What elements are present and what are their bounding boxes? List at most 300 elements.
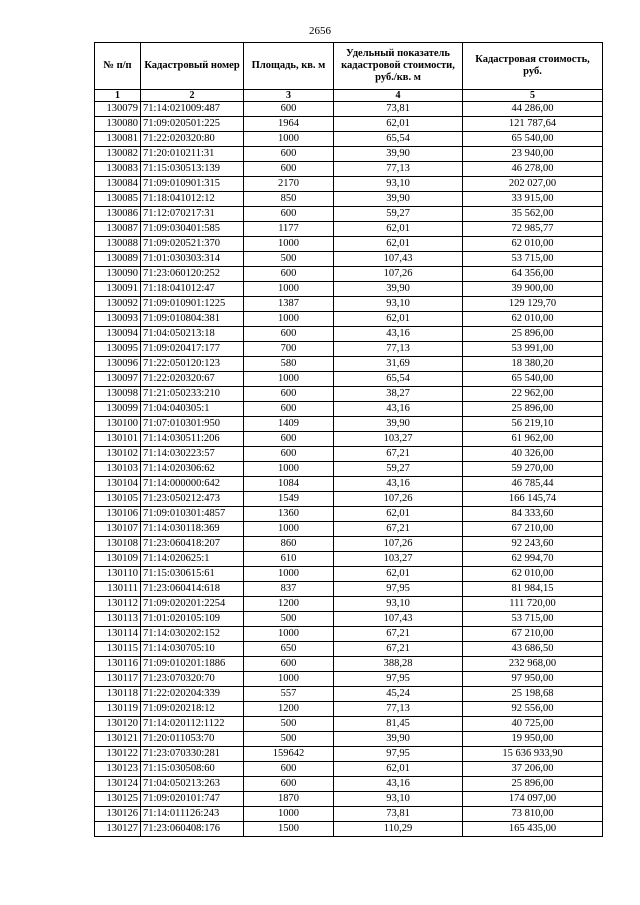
cell-cadastral-value: 40 725,00 (463, 717, 603, 732)
cell-unit-rate: 62,01 (334, 117, 463, 132)
cadastral-value-table (94, 42, 603, 837)
table-row (95, 177, 603, 192)
cell-unit-rate: 103,27 (334, 552, 463, 567)
cell-unit-rate: 93,10 (334, 177, 463, 192)
cell-area: 500 (244, 612, 334, 627)
cell-cadastral-number: 71:09:010804:381 (141, 312, 244, 327)
table-row (95, 462, 603, 477)
cell-unit-rate: 97,95 (334, 672, 463, 687)
cell-unit-rate: 62,01 (334, 762, 463, 777)
table-row (95, 207, 603, 222)
cell-unit-rate: 38,27 (334, 387, 463, 402)
cell-cadastral-number: 71:14:030202:152 (141, 627, 244, 642)
table-row (95, 657, 603, 672)
cell-row-number: 130079 (95, 102, 141, 117)
cell-unit-rate: 39,90 (334, 282, 463, 297)
cell-area: 600 (244, 387, 334, 402)
cell-unit-rate: 107,26 (334, 537, 463, 552)
cell-cadastral-value: 92 243,60 (463, 537, 603, 552)
table-row (95, 432, 603, 447)
cell-cadastral-number: 71:23:060418:207 (141, 537, 244, 552)
cell-cadastral-number: 71:09:030401:585 (141, 222, 244, 237)
cell-area: 1000 (244, 672, 334, 687)
cell-cadastral-value: 25 896,00 (463, 402, 603, 417)
cell-area: 600 (244, 657, 334, 672)
cell-cadastral-number: 71:01:030303:314 (141, 252, 244, 267)
table-row (95, 522, 603, 537)
cell-area: 600 (244, 162, 334, 177)
cell-area: 600 (244, 432, 334, 447)
cell-cadastral-value: 23 940,00 (463, 147, 603, 162)
cell-row-number: 130102 (95, 447, 141, 462)
cell-row-number: 130109 (95, 552, 141, 567)
cell-cadastral-number: 71:09:010301:4857 (141, 507, 244, 522)
table-row (95, 117, 603, 132)
cell-unit-rate: 97,95 (334, 582, 463, 597)
cell-area: 2170 (244, 177, 334, 192)
cell-cadastral-value: 202 027,00 (463, 177, 603, 192)
cell-row-number: 130105 (95, 492, 141, 507)
table-body (95, 102, 603, 837)
cell-unit-rate: 107,26 (334, 492, 463, 507)
cell-area: 837 (244, 582, 334, 597)
cell-cadastral-value: 92 556,00 (463, 702, 603, 717)
cell-row-number: 130080 (95, 117, 141, 132)
cell-cadastral-value: 64 356,00 (463, 267, 603, 282)
cell-cadastral-number: 71:09:020201:2254 (141, 597, 244, 612)
cell-cadastral-value: 111 720,00 (463, 597, 603, 612)
cell-cadastral-number: 71:09:010901:1225 (141, 297, 244, 312)
header-cadastral-number: Кадастровый номер (141, 43, 244, 90)
cell-cadastral-value: 53 715,00 (463, 612, 603, 627)
cell-area: 1000 (244, 132, 334, 147)
table-row (95, 147, 603, 162)
cell-row-number: 130085 (95, 192, 141, 207)
cell-cadastral-number: 71:23:070320:70 (141, 672, 244, 687)
cell-unit-rate: 65,54 (334, 372, 463, 387)
cell-unit-rate: 110,29 (334, 822, 463, 837)
cell-cadastral-value: 25 198,68 (463, 687, 603, 702)
cell-row-number: 130096 (95, 357, 141, 372)
table-row (95, 447, 603, 462)
cell-cadastral-value: 65 540,00 (463, 132, 603, 147)
cell-cadastral-value: 35 562,00 (463, 207, 603, 222)
cell-cadastral-number: 71:09:020521:370 (141, 237, 244, 252)
cell-row-number: 130095 (95, 342, 141, 357)
table-row (95, 237, 603, 252)
cell-area: 1000 (244, 522, 334, 537)
cell-unit-rate: 93,10 (334, 297, 463, 312)
cell-area: 1000 (244, 312, 334, 327)
cell-area: 600 (244, 327, 334, 342)
cell-unit-rate: 31,69 (334, 357, 463, 372)
cell-cadastral-number: 71:22:050120:123 (141, 357, 244, 372)
cell-unit-rate: 93,10 (334, 792, 463, 807)
cell-cadastral-value: 33 915,00 (463, 192, 603, 207)
table-row (95, 777, 603, 792)
cell-row-number: 130083 (95, 162, 141, 177)
cell-unit-rate: 388,28 (334, 657, 463, 672)
cell-row-number: 130089 (95, 252, 141, 267)
cell-row-number: 130097 (95, 372, 141, 387)
table-row (95, 702, 603, 717)
cell-row-number: 130112 (95, 597, 141, 612)
cell-cadastral-number: 71:15:030513:139 (141, 162, 244, 177)
cell-row-number: 130117 (95, 672, 141, 687)
cell-cadastral-value: 15 636 933,90 (463, 747, 603, 762)
cell-row-number: 130090 (95, 267, 141, 282)
cell-cadastral-value: 67 210,00 (463, 522, 603, 537)
cell-unit-rate: 43,16 (334, 477, 463, 492)
cell-unit-rate: 45,24 (334, 687, 463, 702)
cell-cadastral-number: 71:22:020204:339 (141, 687, 244, 702)
cell-cadastral-value: 129 129,70 (463, 297, 603, 312)
cell-cadastral-number: 71:14:030705:10 (141, 642, 244, 657)
cell-cadastral-number: 71:14:030511:206 (141, 432, 244, 447)
cell-cadastral-value: 43 686,50 (463, 642, 603, 657)
cell-row-number: 130086 (95, 207, 141, 222)
cell-cadastral-value: 165 435,00 (463, 822, 603, 837)
cell-unit-rate: 107,26 (334, 267, 463, 282)
table-row (95, 267, 603, 282)
cell-row-number: 130101 (95, 432, 141, 447)
cell-cadastral-number: 71:07:010301:950 (141, 417, 244, 432)
cell-unit-rate: 62,01 (334, 312, 463, 327)
cell-area: 1387 (244, 297, 334, 312)
cell-unit-rate: 43,16 (334, 327, 463, 342)
cell-area: 600 (244, 402, 334, 417)
cell-cadastral-number: 71:09:010201:1886 (141, 657, 244, 672)
cell-cadastral-number: 71:09:010901:315 (141, 177, 244, 192)
table-row (95, 312, 603, 327)
cell-unit-rate: 65,54 (334, 132, 463, 147)
cell-area: 1870 (244, 792, 334, 807)
cell-unit-rate: 93,10 (334, 597, 463, 612)
cell-row-number: 130126 (95, 807, 141, 822)
cell-row-number: 130119 (95, 702, 141, 717)
table-row (95, 342, 603, 357)
cell-cadastral-value: 46 278,00 (463, 162, 603, 177)
cell-cadastral-number: 71:14:020625:1 (141, 552, 244, 567)
cell-cadastral-number: 71:04:050213:18 (141, 327, 244, 342)
cell-cadastral-value: 37 206,00 (463, 762, 603, 777)
cell-row-number: 130088 (95, 237, 141, 252)
cell-row-number: 130104 (95, 477, 141, 492)
column-number: 5 (463, 90, 603, 102)
cell-unit-rate: 73,81 (334, 102, 463, 117)
cell-row-number: 130110 (95, 567, 141, 582)
cell-area: 1000 (244, 372, 334, 387)
cell-cadastral-value: 56 219,10 (463, 417, 603, 432)
cell-row-number: 130122 (95, 747, 141, 762)
cell-unit-rate: 67,21 (334, 447, 463, 462)
cell-cadastral-value: 22 962,00 (463, 387, 603, 402)
cell-cadastral-number: 71:14:000000:642 (141, 477, 244, 492)
cell-row-number: 130118 (95, 687, 141, 702)
table-row (95, 282, 603, 297)
table-row (95, 402, 603, 417)
cell-row-number: 130121 (95, 732, 141, 747)
table-row (95, 582, 603, 597)
table-row (95, 747, 603, 762)
cell-unit-rate: 103,27 (334, 432, 463, 447)
cell-cadastral-value: 18 380,20 (463, 357, 603, 372)
cell-row-number: 130081 (95, 132, 141, 147)
cell-cadastral-number: 71:14:030223:57 (141, 447, 244, 462)
cell-row-number: 130087 (95, 222, 141, 237)
cell-cadastral-number: 71:18:041012:12 (141, 192, 244, 207)
table-row (95, 612, 603, 627)
cell-row-number: 130099 (95, 402, 141, 417)
cell-row-number: 130114 (95, 627, 141, 642)
cell-cadastral-value: 73 810,00 (463, 807, 603, 822)
table-row (95, 717, 603, 732)
cell-cadastral-number: 71:09:020417:177 (141, 342, 244, 357)
cell-area: 1000 (244, 282, 334, 297)
cell-area: 1360 (244, 507, 334, 522)
cell-row-number: 130127 (95, 822, 141, 837)
column-number: 3 (244, 90, 334, 102)
cell-area: 1549 (244, 492, 334, 507)
cell-unit-rate: 81,45 (334, 717, 463, 732)
table-row (95, 597, 603, 612)
cell-row-number: 130120 (95, 717, 141, 732)
cell-cadastral-value: 72 985,77 (463, 222, 603, 237)
column-number: 1 (95, 90, 141, 102)
cell-unit-rate: 43,16 (334, 402, 463, 417)
cell-area: 600 (244, 447, 334, 462)
cell-row-number: 130123 (95, 762, 141, 777)
cell-unit-rate: 67,21 (334, 522, 463, 537)
cell-area: 600 (244, 267, 334, 282)
table-row (95, 642, 603, 657)
cell-cadastral-value: 97 950,00 (463, 672, 603, 687)
table-row (95, 552, 603, 567)
cell-row-number: 130108 (95, 537, 141, 552)
cell-cadastral-number: 71:15:030508:60 (141, 762, 244, 777)
cell-unit-rate: 77,13 (334, 162, 463, 177)
table-row (95, 492, 603, 507)
cell-unit-rate: 77,13 (334, 702, 463, 717)
cell-row-number: 130093 (95, 312, 141, 327)
table-row (95, 567, 603, 582)
table-row (95, 192, 603, 207)
cell-unit-rate: 39,90 (334, 147, 463, 162)
cell-area: 600 (244, 777, 334, 792)
cell-cadastral-value: 62 010,00 (463, 237, 603, 252)
cell-area: 610 (244, 552, 334, 567)
header-cadastral-value: Кадастровая стоимость, руб. (463, 43, 603, 90)
cell-cadastral-value: 44 286,00 (463, 102, 603, 117)
cell-area: 1964 (244, 117, 334, 132)
cell-unit-rate: 43,16 (334, 777, 463, 792)
cell-row-number: 130084 (95, 177, 141, 192)
cell-row-number: 130082 (95, 147, 141, 162)
cell-cadastral-value: 166 145,74 (463, 492, 603, 507)
cell-area: 650 (244, 642, 334, 657)
cell-cadastral-value: 62 994,70 (463, 552, 603, 567)
cell-cadastral-number: 71:15:030615:61 (141, 567, 244, 582)
cell-unit-rate: 39,90 (334, 417, 463, 432)
cell-area: 860 (244, 537, 334, 552)
cell-area: 850 (244, 192, 334, 207)
cell-area: 1409 (244, 417, 334, 432)
cell-area: 500 (244, 732, 334, 747)
cell-area: 500 (244, 717, 334, 732)
cell-cadastral-value: 84 333,60 (463, 507, 603, 522)
table-row (95, 252, 603, 267)
cell-unit-rate: 62,01 (334, 237, 463, 252)
cell-cadastral-number: 71:04:040305:1 (141, 402, 244, 417)
cell-cadastral-number: 71:23:050212:473 (141, 492, 244, 507)
cell-cadastral-number: 71:14:021009:487 (141, 102, 244, 117)
table-row (95, 297, 603, 312)
cell-unit-rate: 59,27 (334, 207, 463, 222)
cell-cadastral-number: 71:14:020112:1122 (141, 717, 244, 732)
column-number-row (95, 90, 603, 102)
cell-area: 557 (244, 687, 334, 702)
cell-area: 1177 (244, 222, 334, 237)
cell-cadastral-number: 71:09:020101:747 (141, 792, 244, 807)
cell-area: 159642 (244, 747, 334, 762)
table-row (95, 387, 603, 402)
cell-row-number: 130100 (95, 417, 141, 432)
table-row (95, 132, 603, 147)
cell-unit-rate: 39,90 (334, 732, 463, 747)
cell-row-number: 130092 (95, 297, 141, 312)
cell-cadastral-number: 71:20:011053:70 (141, 732, 244, 747)
cell-cadastral-value: 65 540,00 (463, 372, 603, 387)
cell-unit-rate: 62,01 (334, 222, 463, 237)
cell-cadastral-value: 174 097,00 (463, 792, 603, 807)
cell-row-number: 130116 (95, 657, 141, 672)
cell-cadastral-value: 53 991,00 (463, 342, 603, 357)
cell-unit-rate: 97,95 (334, 747, 463, 762)
page-number: 2656 (309, 25, 331, 37)
cell-cadastral-number: 71:14:030118:369 (141, 522, 244, 537)
cell-cadastral-number: 71:21:050233:210 (141, 387, 244, 402)
cell-unit-rate: 67,21 (334, 627, 463, 642)
cell-cadastral-value: 53 715,00 (463, 252, 603, 267)
table-row (95, 762, 603, 777)
cell-area: 600 (244, 762, 334, 777)
cell-cadastral-value: 19 950,00 (463, 732, 603, 747)
table-row (95, 687, 603, 702)
cell-cadastral-number: 71:14:011126:243 (141, 807, 244, 822)
cell-row-number: 130098 (95, 387, 141, 402)
cell-row-number: 130094 (95, 327, 141, 342)
cell-cadastral-number: 71:01:020105:109 (141, 612, 244, 627)
cell-cadastral-value: 62 010,00 (463, 312, 603, 327)
cell-cadastral-value: 40 326,00 (463, 447, 603, 462)
cell-unit-rate: 67,21 (334, 642, 463, 657)
table-row (95, 672, 603, 687)
cell-row-number: 130115 (95, 642, 141, 657)
cell-cadastral-number: 71:23:070330:281 (141, 747, 244, 762)
table-row (95, 807, 603, 822)
table-row (95, 822, 603, 837)
cell-unit-rate: 62,01 (334, 567, 463, 582)
cell-cadastral-value: 62 010,00 (463, 567, 603, 582)
cell-area: 1200 (244, 702, 334, 717)
cell-unit-rate: 62,01 (334, 507, 463, 522)
cell-cadastral-number: 71:04:050213:263 (141, 777, 244, 792)
cell-unit-rate: 59,27 (334, 462, 463, 477)
cell-cadastral-value: 59 270,00 (463, 462, 603, 477)
cell-area: 1084 (244, 477, 334, 492)
cell-cadastral-number: 71:09:020218:12 (141, 702, 244, 717)
cell-cadastral-value: 81 984,15 (463, 582, 603, 597)
table-row (95, 537, 603, 552)
table-row (95, 357, 603, 372)
cell-area: 600 (244, 147, 334, 162)
cell-row-number: 130113 (95, 612, 141, 627)
cell-cadastral-number: 71:23:060120:252 (141, 267, 244, 282)
cell-cadastral-number: 71:09:020501:225 (141, 117, 244, 132)
table-row (95, 222, 603, 237)
header-row-number: № п/п (95, 43, 141, 90)
cell-area: 600 (244, 102, 334, 117)
cell-cadastral-value: 25 896,00 (463, 327, 603, 342)
cell-cadastral-value: 25 896,00 (463, 777, 603, 792)
cell-area: 1200 (244, 597, 334, 612)
cell-cadastral-number: 71:23:060414:618 (141, 582, 244, 597)
cell-unit-rate: 73,81 (334, 807, 463, 822)
header-area: Площадь, кв. м (244, 43, 334, 90)
cell-row-number: 130125 (95, 792, 141, 807)
cell-cadastral-value: 121 787,64 (463, 117, 603, 132)
table-row (95, 327, 603, 342)
cell-cadastral-value: 61 962,00 (463, 432, 603, 447)
cell-cadastral-value: 232 968,00 (463, 657, 603, 672)
cell-row-number: 130111 (95, 582, 141, 597)
cell-unit-rate: 107,43 (334, 612, 463, 627)
cell-row-number: 130124 (95, 777, 141, 792)
column-number: 2 (141, 90, 244, 102)
cell-row-number: 130091 (95, 282, 141, 297)
cell-area: 1000 (244, 462, 334, 477)
header-unit-rate: Удельный показатель кадастровой стоимости, руб./кв. м (334, 43, 463, 90)
cell-cadastral-value: 39 900,00 (463, 282, 603, 297)
cell-unit-rate: 77,13 (334, 342, 463, 357)
cell-area: 1000 (244, 237, 334, 252)
cell-row-number: 130103 (95, 462, 141, 477)
cell-cadastral-number: 71:22:020320:67 (141, 372, 244, 387)
table-row (95, 372, 603, 387)
cell-area: 1500 (244, 822, 334, 837)
cell-cadastral-number: 71:18:041012:47 (141, 282, 244, 297)
table-row (95, 732, 603, 747)
column-number: 4 (334, 90, 463, 102)
table-row (95, 417, 603, 432)
cell-area: 580 (244, 357, 334, 372)
cell-cadastral-number: 71:14:020306:62 (141, 462, 244, 477)
table-row (95, 477, 603, 492)
cell-area: 600 (244, 207, 334, 222)
cell-cadastral-number: 71:20:010211:31 (141, 147, 244, 162)
cell-row-number: 130107 (95, 522, 141, 537)
cell-area: 1000 (244, 627, 334, 642)
cell-cadastral-value: 46 785,44 (463, 477, 603, 492)
table-header-row (95, 43, 603, 90)
cell-unit-rate: 39,90 (334, 192, 463, 207)
cell-cadastral-number: 71:22:020320:80 (141, 132, 244, 147)
cell-row-number: 130106 (95, 507, 141, 522)
cell-area: 1000 (244, 567, 334, 582)
cell-area: 500 (244, 252, 334, 267)
table-row (95, 627, 603, 642)
cell-area: 1000 (244, 807, 334, 822)
